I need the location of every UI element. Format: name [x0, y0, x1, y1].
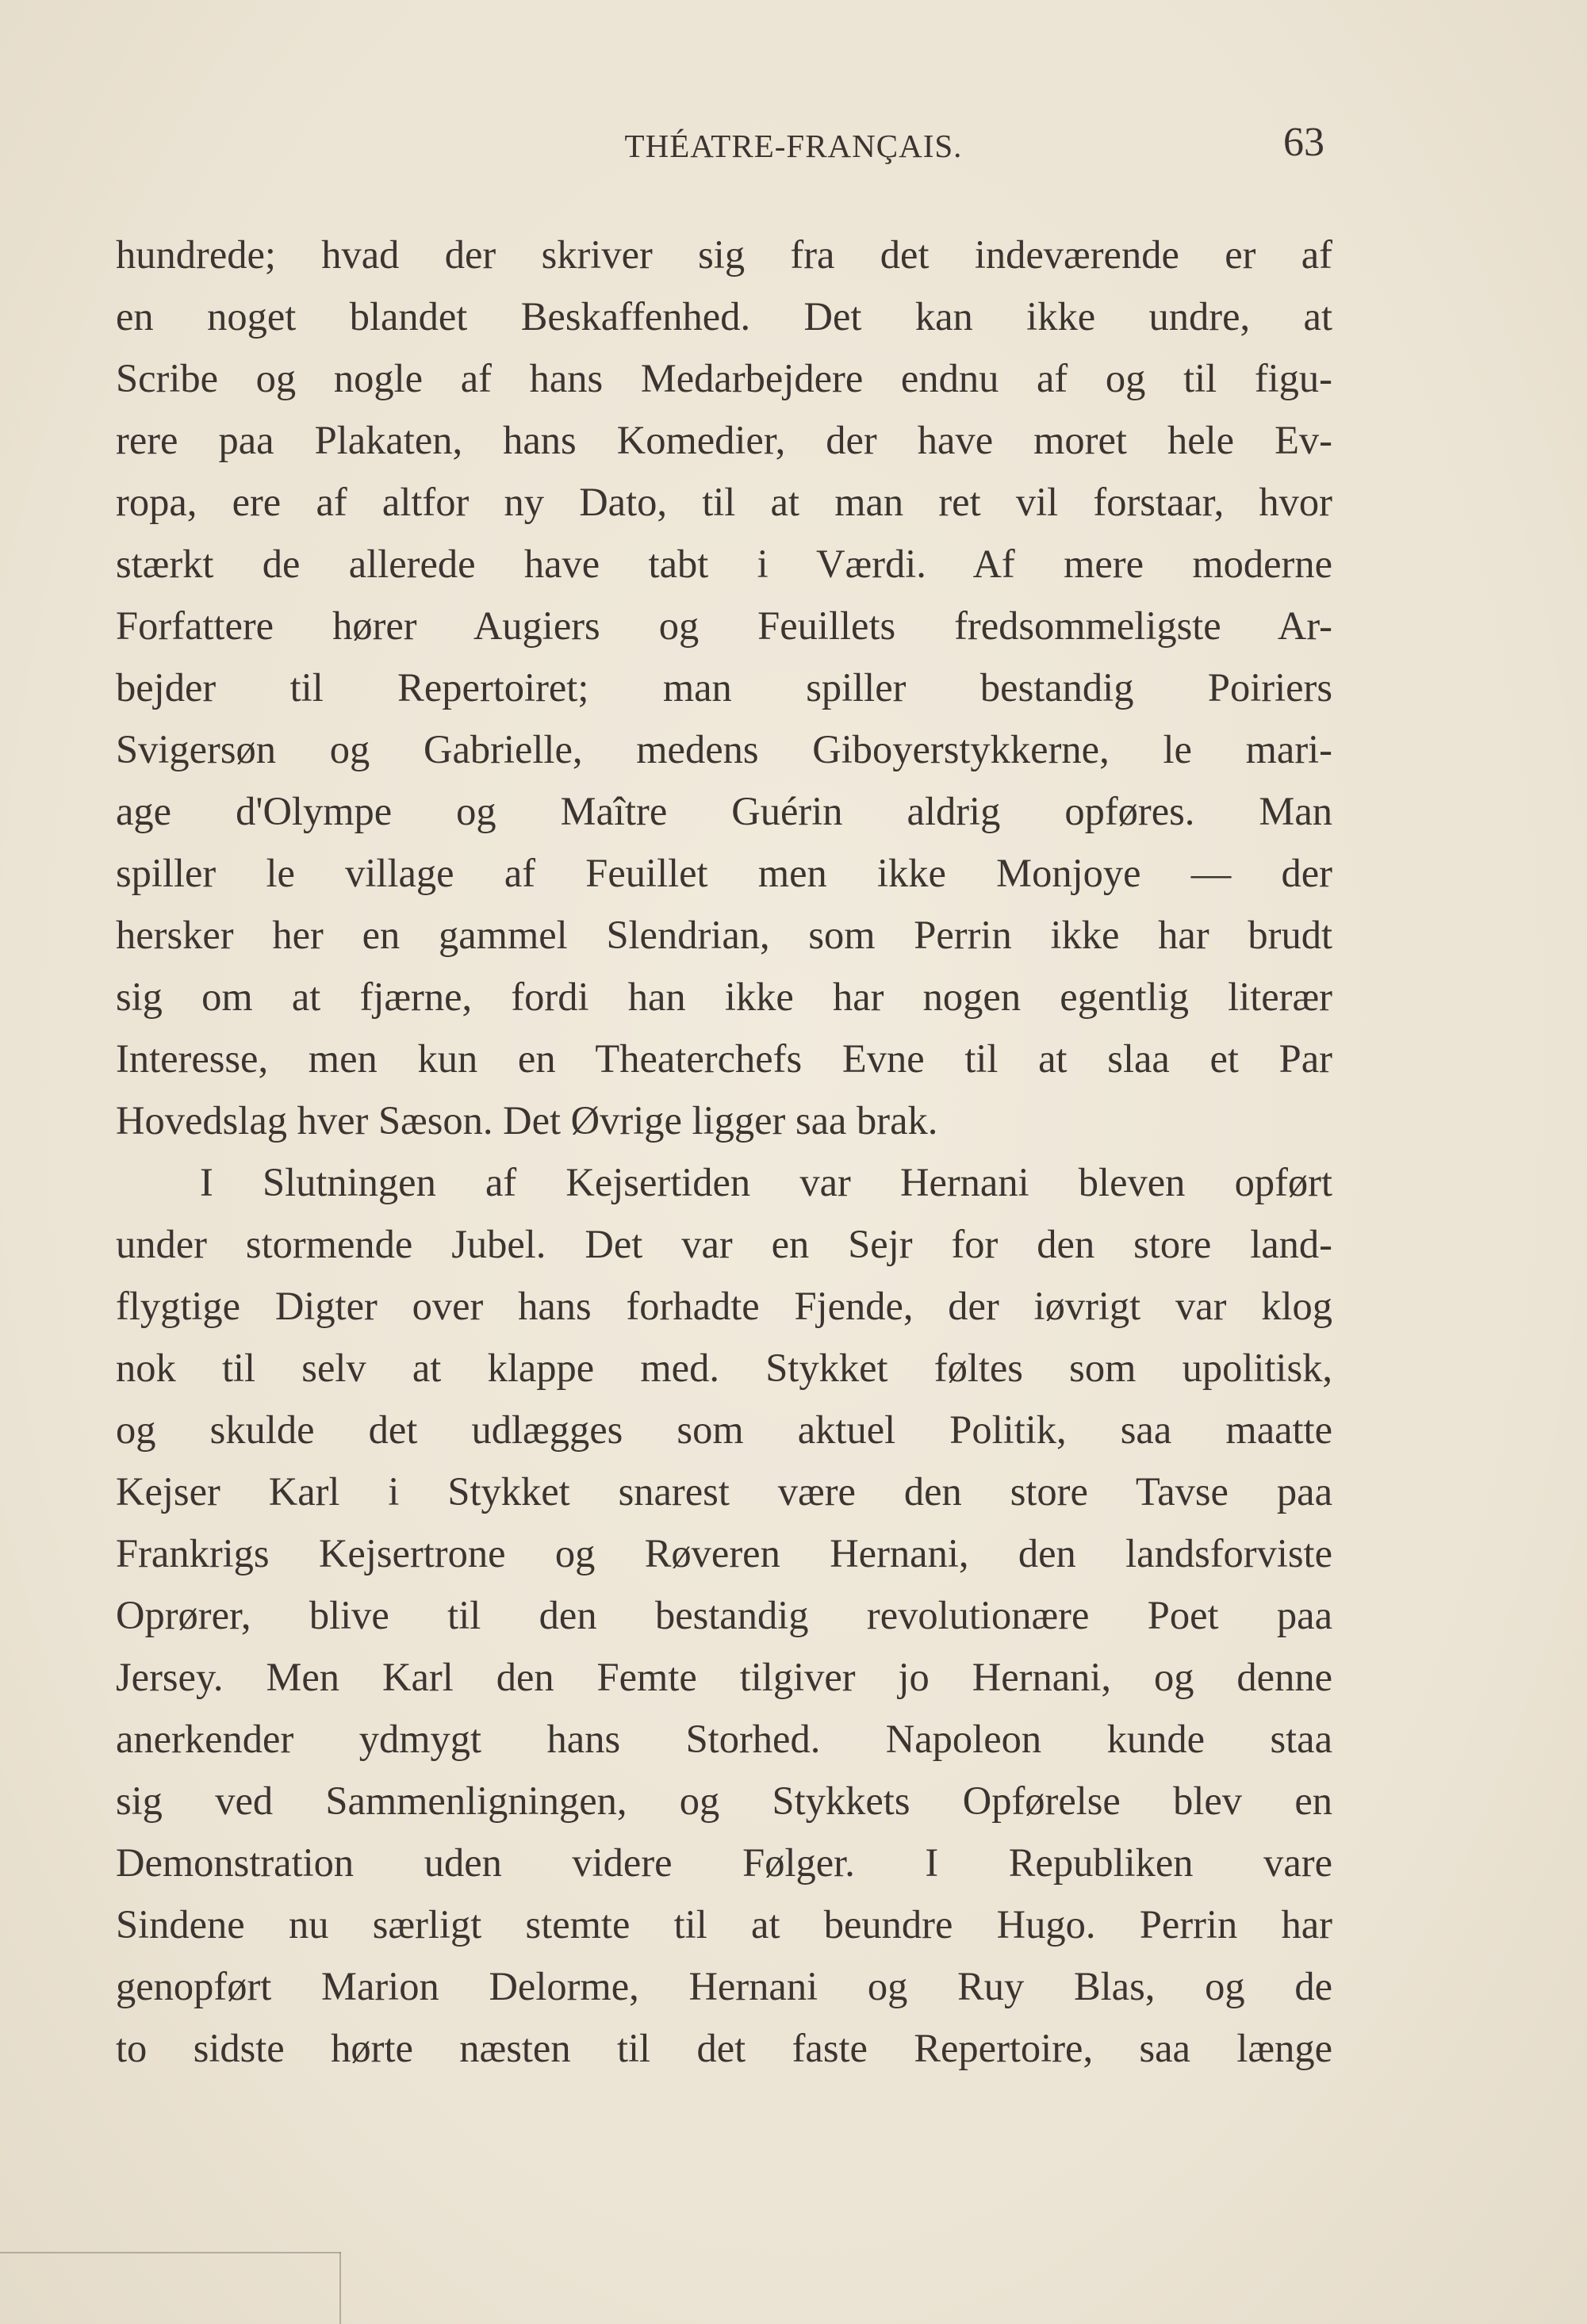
text-line: ropa, ere af altfor ny Dato, til at man ret vil forstaar, hvor — [116, 480, 1332, 524]
scan-edge-line — [0, 2252, 341, 2253]
text-line: hundrede; hvad der skriver sig fra det indeværende er af — [116, 232, 1332, 277]
text-line: Kejser Karl i Stykket snarest være den store Tavse paa — [116, 1469, 1332, 1514]
text-line: Svigersøn og Gabrielle, medens Giboyerstykkerne, le mari- — [116, 727, 1332, 771]
text-line: sig om at fjærne, fordi han ikke har nogen egentlig literær — [116, 974, 1332, 1019]
text-line: age d'Olympe og Maître Guérin aldrig opføres. Man — [116, 789, 1332, 833]
text-line: Jersey. Men Karl den Femte tilgiver jo Hernani, og denne — [116, 1655, 1332, 1699]
text-line: nok til selv at klappe med. Stykket føltes som upolitisk, — [116, 1346, 1332, 1390]
text-line: Sindene nu særligt stemte til at beundre Hugo. Perrin har — [116, 1902, 1332, 1947]
text-line: bejder til Repertoiret; man spiller bestandig Poiriers — [116, 665, 1332, 710]
text-line: I Slutningen af Kejsertiden var Hernani bleven opført — [200, 1160, 1332, 1204]
text-line: sig ved Sammenligningen, og Stykkets Opførelse blev en — [116, 1778, 1332, 1823]
text-line: Forfattere hører Augiers og Feuillets fredsommeligste Ar- — [116, 603, 1332, 648]
text-line: Interesse, men kun en Theaterchefs Evne til at slaa et Par — [116, 1036, 1332, 1081]
text-line: to sidste hørte næsten til det faste Repertoire, saa længe — [116, 2026, 1332, 2070]
text-line: hersker her en gammel Slendrian, som Perrin ikke har brudt — [116, 913, 1332, 957]
text-line: genopført Marion Delorme, Hernani og Ruy Blas, og de — [116, 1964, 1332, 2008]
text-line: rere paa Plakaten, hans Komedier, der have moret hele Ev- — [116, 418, 1332, 462]
body-text — [116, 224, 1332, 2079]
page-number: 63 — [1283, 120, 1324, 165]
text-line: under stormende Jubel. Det var en Sejr for den store land- — [116, 1222, 1332, 1266]
text-line: anerkender ydmygt hans Storhed. Napoleon kunde staa — [116, 1717, 1332, 1761]
text-line: Hovedslag hver Sæson. Det Øvrige ligger saa brak. — [116, 1098, 938, 1143]
text-line: Demonstration uden videre Følger. I Republiken vare — [116, 1840, 1332, 1885]
text-line: Frankrigs Kejsertrone og Røveren Hernani, den landsforviste — [116, 1531, 1332, 1575]
text-line: en noget blandet Beskaffenhed. Det kan ikke undre, at — [116, 294, 1332, 339]
scan-edge-line — [339, 2252, 341, 2324]
running-head: THÉATRE-FRANÇAIS. — [624, 128, 963, 164]
text-line: Oprører, blive til den bestandig revolutionære Poet paa — [116, 1593, 1332, 1637]
text-line: flygtige Digter over hans forhadte Fjende, der iøvrigt var klog — [116, 1284, 1332, 1328]
text-line: stærkt de allerede have tabt i Værdi. Af mere moderne — [116, 542, 1332, 586]
text-line: og skulde det udlægges som aktuel Politik, saa maatte — [116, 1407, 1332, 1452]
text-line: Scribe og nogle af hans Medarbejdere endnu af og til figu- — [116, 356, 1332, 400]
text-line: spiller le village af Feuillet men ikke Monjoye — der — [116, 851, 1332, 895]
